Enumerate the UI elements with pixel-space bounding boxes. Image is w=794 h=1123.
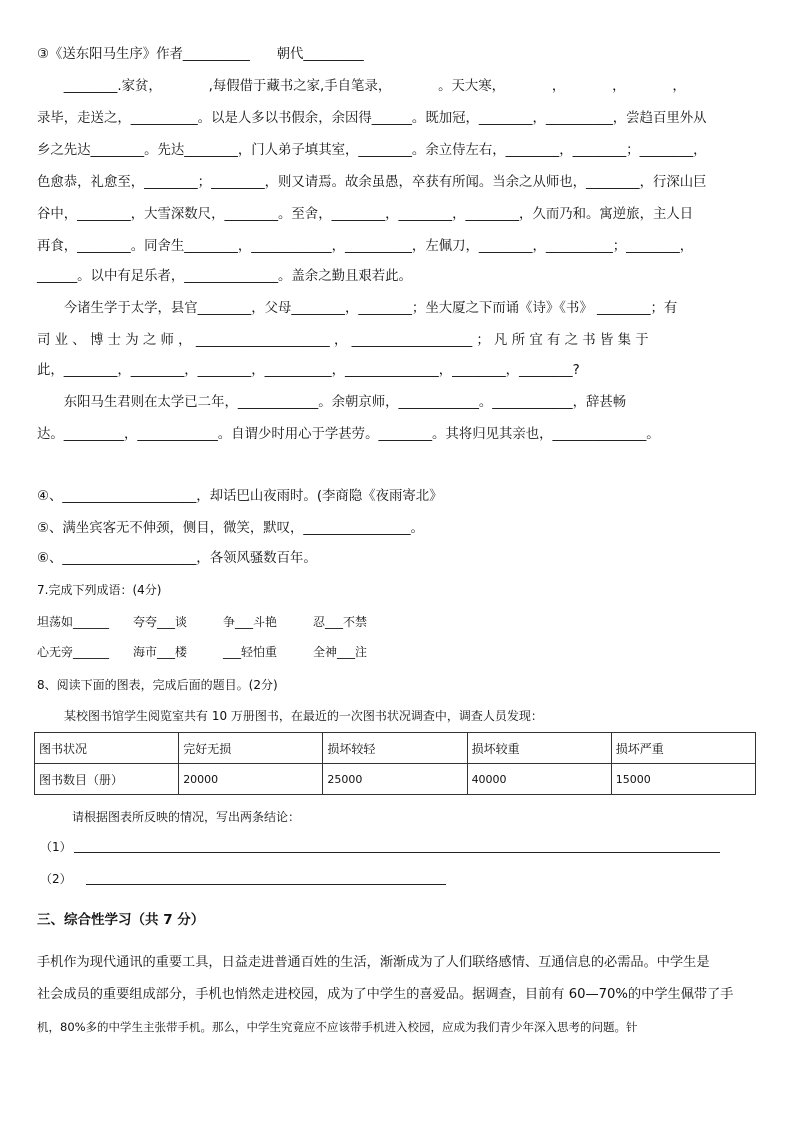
table-row <box>35 764 756 795</box>
passage-line-8: 今诸生学于太学，县官________，父母________，________；坐大厦之下而诵《诗》《书》 ________；有 <box>37 301 678 316</box>
table-header-cell: 损坏较轻 <box>323 733 467 764</box>
passage-line-11: 东阳马生君则在太学已二年，____________。余朝京师，____________。____________，辞甚畅 <box>37 395 627 410</box>
passage-line-4: 色愈恭，礼愈至，________；________，则又请焉。故余虽愚，卒获有所闻。当余之从师也，________，行深山巨 <box>37 175 707 190</box>
table-cell: 20000 <box>179 764 323 795</box>
section-3-title: 三、综合性学习（共 7 分） <box>37 912 205 928</box>
passage-line-2: 录毕，走送之，__________。以是人多以书假余，余因得______。既加冠，________，__________，尝趋百里外从 <box>37 111 707 126</box>
idiom-row-2: 心无旁______ 海市___楼 ___轻怕重 全神___注 <box>37 645 368 659</box>
question-7-title: 7.完成下列成语：(4分) <box>37 583 162 597</box>
passage-line-1: ________.家贫， ,每假借于藏书之家,手自笔录， 。天大寒， ， ， ， <box>37 79 686 94</box>
table-header-cell: 损坏较重 <box>467 733 611 764</box>
passage-line-10: 此，________，________，________，__________，______________，________，________? <box>37 363 580 378</box>
section-3-line-2: 社会成员的重要组成部分，手机也悄然走进校园，成为了中学生的喜爱品。据调查，目前有 60—70%的中学生佩带了手 <box>37 987 734 1002</box>
passage-line-7: ______。以中有足乐者，______________。盖余之勤且艰若此。 <box>37 269 412 284</box>
section-3-line-1: 手机作为现代通讯的重要工具，日益走进普通百姓的生活，渐渐成为了人们联络感情、互通信息的必需品。中学生是 <box>37 955 710 970</box>
table-cell: 25000 <box>323 764 467 795</box>
table-row-label: 图书数目（册） <box>35 764 179 795</box>
table-cell: 40000 <box>467 764 611 795</box>
passage-line-3: 乡之先达________。先达________，门人弟子填其室，________。余立侍左右，________，________；________， <box>37 143 707 158</box>
question-6: ⑥、____________________，各领风骚数百年。 <box>37 551 317 566</box>
answer-2-label: （2） <box>40 872 72 886</box>
table-header-cell: 损坏严重 <box>611 733 755 764</box>
table-header-cell: 完好无损 <box>179 733 323 764</box>
question-8-prompt: 请根据图表所反映的情况，写出两条结论： <box>72 810 301 824</box>
q3-header: ③《送东阳马生序》作者__________ 朝代_________ <box>37 47 364 62</box>
answer-2-line[interactable] <box>86 884 446 885</box>
question-4: ④、____________________，却话巴山夜雨时。(李商隐《夜雨寄北》 <box>37 489 443 504</box>
table-cell: 15000 <box>611 764 755 795</box>
passage-line-9: 司 业 、 博 士 为 之 师 ， ____________________ ， __________________ ； 凡 所 宜 有 之 书 皆 集 于 <box>37 333 649 348</box>
book-status-table <box>34 732 756 795</box>
idiom-row-1: 坦荡如______ 夸夸___谈 争___斗艳 忍___不禁 <box>37 615 368 629</box>
question-5: ⑤、满坐宾客无不伸颈，侧目，微笑，默叹，________________。 <box>37 521 424 536</box>
passage-line-6: 再食，________。同舍生________，____________，__________，左佩刀，________，__________；________， <box>37 239 694 254</box>
question-8-intro: 某校图书馆学生阅览室共有 10 万册图书，在最近的一次图书状况调查中，调查人员发现： <box>64 709 543 723</box>
table-header-cell: 图书状况 <box>35 733 179 764</box>
question-8-title: 8、阅读下面的图表，完成后面的题目。(2分) <box>37 678 278 692</box>
table-header-row <box>35 733 756 764</box>
passage-line-12: 达。_________，____________。自谓少时用心于学甚劳。________。其将归见其亲也，______________。 <box>37 427 660 442</box>
section-3-line-3: 机，80%多的中学生主张带手机。那么，中学生究竟应不应该带手机进入校园，应成为我们青少年深入思考的问题。针 <box>37 1020 638 1034</box>
passage-line-5: 谷中，________，大雪深数尺，________。至舍，________，________，________，久而乃和。寓逆旅，主人日 <box>37 207 694 222</box>
answer-1-label: （1） <box>40 840 72 854</box>
answer-1-line[interactable] <box>74 852 720 853</box>
